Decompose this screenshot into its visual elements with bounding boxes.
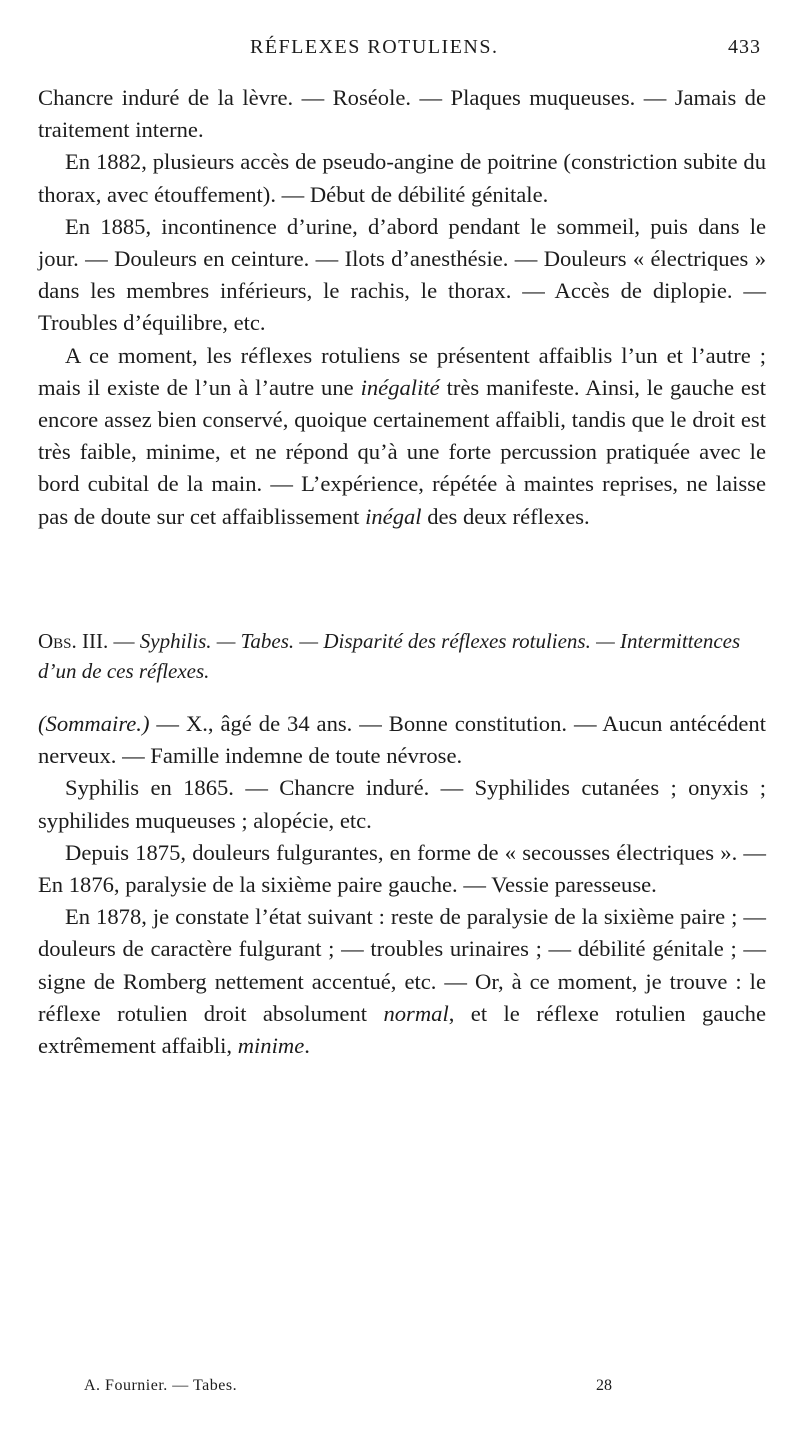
- text-span: très manifeste. Ainsi, le gauche est encore assez bien conservé, quoique certainement affaibli, tandis que le droit est très faible, minime, et ne répond qu’à une forte percussion pratiquée avec le bord cubital de la main. — L’expérience, répétée à maintes reprises, ne laisse pas de doute sur cet affaiblissement: [38, 374, 766, 529]
- observation-title: Syphilis. — Tabes. — Disparité des réflexes rotuliens. — Intermittences d’un de ces réflexes.: [38, 629, 741, 683]
- text-span: — X., âgé de 34 ans. — Bonne constitution. — Aucun antécédent nerveux. — Famille indemne de toute névrose.: [38, 711, 766, 769]
- text-span: En 1878, je constate l’état suivant : reste de paralysie de la sixième paire ; — douleurs de caractère fulgurant ; — troubles urinaires ; — débilité génitale ; — signe de Romberg nettement accentué, etc. — Or, à ce moment, je trouve : le réflexe rotulien droit absolument: [38, 904, 766, 1026]
- paragraph-1885: En 1885, incontinence d’urine, d’abord pendant le sommeil, puis dans le jour. — Douleurs en ceinture. — Ilots d’anesthésie. — Douleurs « électriques » dans les membres inférieurs, le rachis, le thorax. — Accès de diplopie. — Troubles d’équilibre, etc.: [38, 213, 766, 336]
- summary-label: (Sommaire.): [38, 711, 150, 736]
- observation-label: Obs. III.: [38, 629, 109, 653]
- paragraph-summary: [38, 708, 766, 772]
- case-narrative: [38, 82, 766, 533]
- footer-signature-line: A. Fournier. — Tabes.: [84, 1377, 238, 1394]
- paragraph-chancre: Chancre induré de la lèvre. — Roséole. — Plaques muqueuses. — Jamais de traitement interne.: [38, 85, 766, 143]
- running-head: RÉFLEXES ROTULIENS.: [250, 36, 499, 58]
- text-span: A ce moment, les réflexes rotuliens se présentent affaiblis l’un et l’autre ; mais il existe de l’un à l’autre une: [38, 342, 766, 400]
- page-number: 433: [728, 36, 761, 58]
- emphasis-inegal: inégal: [365, 503, 422, 529]
- emphasis-minime: minime: [237, 1033, 305, 1059]
- paragraph-1865: Syphilis en 1865. — Chancre induré. — Syphilides cutanées ; onyxis ; syphilides muqueuses ; alopécie, etc.: [38, 775, 766, 833]
- text-span: , et le réflexe rotulien gauche extrêmement affaibli,: [38, 1000, 766, 1059]
- observation-heading: [38, 626, 766, 686]
- text-span: des deux réflexes.: [421, 503, 590, 529]
- paragraph-1882: En 1882, plusieurs accès de pseudo-angine de poitrine (constriction subite du thorax, avec étouffement). — Début de débilité génitale.: [38, 149, 766, 207]
- emphasis-inegalite: inégalité: [360, 374, 440, 400]
- emphasis-normal: normal: [383, 1000, 449, 1026]
- observation-text: [38, 708, 766, 1062]
- paragraph-reflexes: [38, 340, 766, 533]
- paragraph-1878: [38, 901, 766, 1062]
- signature-mark: 28: [596, 1377, 612, 1394]
- text-span: .: [304, 1033, 310, 1059]
- paragraph-1875: Depuis 1875, douleurs fulgurantes, en forme de « secousses électriques ». — En 1876, paralysie de la sixième paire gauche. — Vessie paresseuse.: [38, 839, 766, 898]
- heading-separator: —: [108, 629, 140, 653]
